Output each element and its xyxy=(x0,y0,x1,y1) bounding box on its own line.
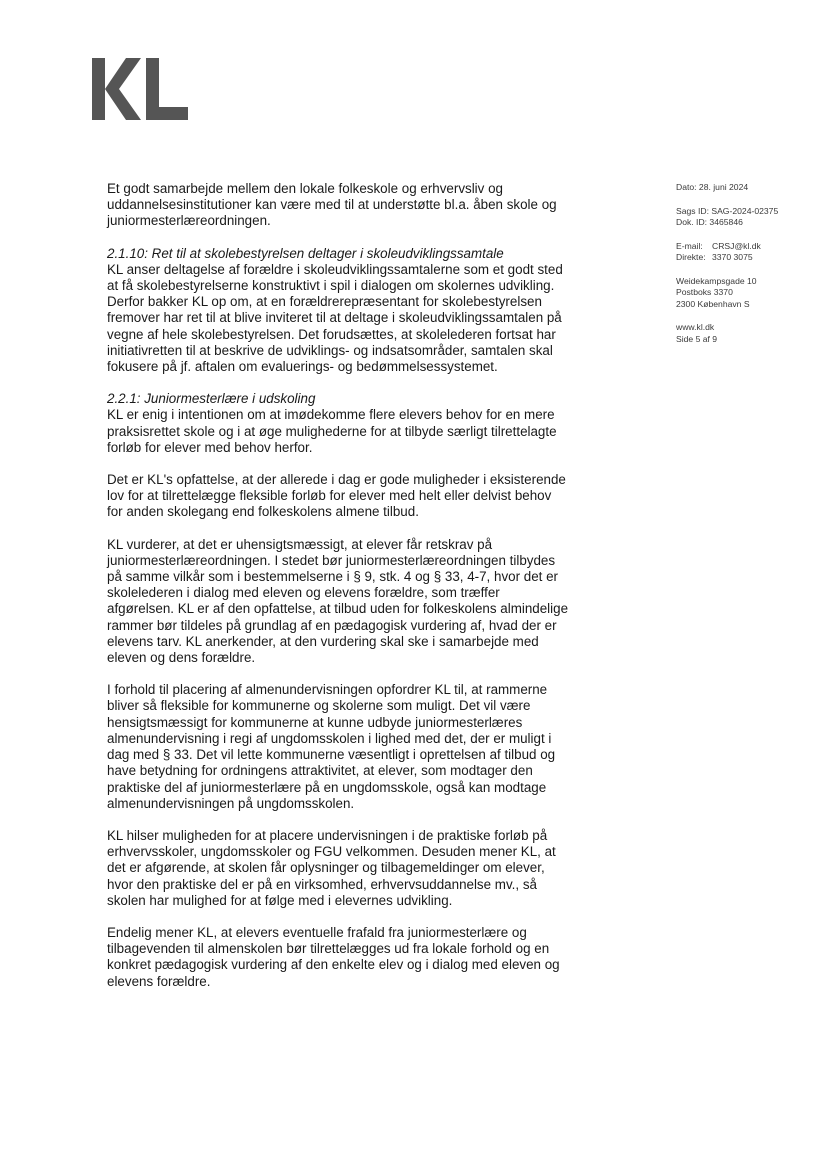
paragraph: I forhold til placering af almenundervisningen opfordrer KL til, at rammerne bliver så fleksible for kommunerne og skolerne som muligt. Det vil være hensigtsmæssigt for kommunerne at kunne udbyde juniormesterlæres almenundervisning i regi af ungdomsskolen i lighed med det, der er muligt i dag med § 33. Det vil lette kommunerne væsentligt i oprettelsen af tilbud og have betydning for ordningens attraktivitet, at elever, som modtager den praktiske del af juniormesterlære på en ungdomsskole, også kan modtage almenundervisningen på ungdomsskolen. xyxy=(107,682,556,811)
kl-logo xyxy=(92,58,188,120)
paragraph: KL anser deltagelse af forældre i skoleudviklingssamtalerne som et godt sted at få skolebestyrelserne konstruktivt i spil i dialogen om skolernes udvikling. Derfor bakker KL op om, at en forældrerepræsentant for skolebestyrelsen fremover har ret til at blive inviteret til at deltage i skoleudviklingssamtalen på vegne af hele skolebestyrelsen. Det forudsættes, at skolelederen fortsat har initiativretten til at beskrive de udviklings- og indsatsområder, samtalen skal fokusere på jf. aftalen om evaluerings- og bedømmelsessystemet. xyxy=(107,261,563,375)
phone-label: Direkte: xyxy=(676,252,706,262)
address-line: 2300 København S xyxy=(676,298,750,309)
paragraph: KL hilser muligheden for at placere undervisningen i de praktiske forløb på erhvervsskoler, ungdomsskoler og FGU velkommen. Desuden mener KL, at det er afgørende, at skolen får oplysninger og tilbagemeldinger om elever, hvor den praktiske del er på en virksomhed, erhvervsuddannelse mv., så skolen har mulighed for at følge med i elevernes udvikling. xyxy=(107,827,556,908)
phone-number: 3370 3075 xyxy=(712,252,753,262)
email-label: E-mail: xyxy=(676,240,703,251)
sidebar-info xyxy=(676,182,806,357)
paragraph: Det er KL's opfattelse, at der allerede i dag er gode muligheder i eksisterende lov for at tilrettelægge fleksible forløb for elever med helt eller delvist behov for anden skolegang end folkeskolens almene tilbud. xyxy=(107,472,566,520)
address-line: Postboks 3370 xyxy=(676,287,733,297)
doc-id: Dok. ID: 3465846 xyxy=(676,217,743,227)
email-row xyxy=(676,241,806,253)
paragraph: KL er enig i intentionen om at imødekomme flere elevers behov for en mere praksisrettet skole og i at øge mulighederne for at tilbyde særligt tilrettelagte forløb for elever med behov herfor. xyxy=(107,407,557,455)
date-line: Dato: 28. juni 2024 xyxy=(676,182,749,192)
email-link[interactable]: CRSJ@kl.dk xyxy=(712,240,761,251)
section-heading: 2.1.10: Ret til at skolebestyrelsen deltager i skoleudviklingssamtale xyxy=(107,245,504,261)
paragraph: KL vurderer, at det er uhensigtsmæssigt, at elever får retskrav på juniormesterlæreordningen. I stedet bør juniormesterlæreordningen tilbydes på samme vilkår som i bestemmelserne i § 9, stk. 4 og § 33, 4-7, hvor det er skolelederen i dialog med eleven og elevens forældre, som træffer afgørelsen. KL er af den opfattelse, at tilbud uden for folkeskolens almindelige rammer bør tildeles på grundlag af en pædagogisk vurdering af, hvad der er elevens tarv. KL anerkender, at den vurdering skal ske i samarbejde med eleven og dens forældre. xyxy=(107,536,569,666)
paragraph: Et godt samarbejde mellem den lokale folkeskole og erhvervsliv og uddannelsesinstitutioner kan være med til at understøtte bl.a. åben skole og juniormesterlæreordningen. xyxy=(107,181,557,229)
case-id: Sags ID: SAG-2024-02375 xyxy=(676,205,779,216)
page-number: Side 5 af 9 xyxy=(676,333,718,344)
website-link[interactable]: www.kl.dk xyxy=(676,322,715,332)
section-heading: 2.2.1: Juniormesterlære i udskoling xyxy=(107,391,316,407)
phone-row xyxy=(676,252,806,264)
paragraph: Endelig mener KL, at elevers eventuelle frafald fra juniormesterlære og tilbagevenden til almenskolen bør tilrettelægges ud fra lokale forhold og en konkret pædagogisk vurdering af den enkelte elev og i dialog med eleven og elevens forældre. xyxy=(107,924,560,989)
letter-body xyxy=(107,181,569,990)
address-line: Weidekampsgade 10 xyxy=(676,275,757,286)
